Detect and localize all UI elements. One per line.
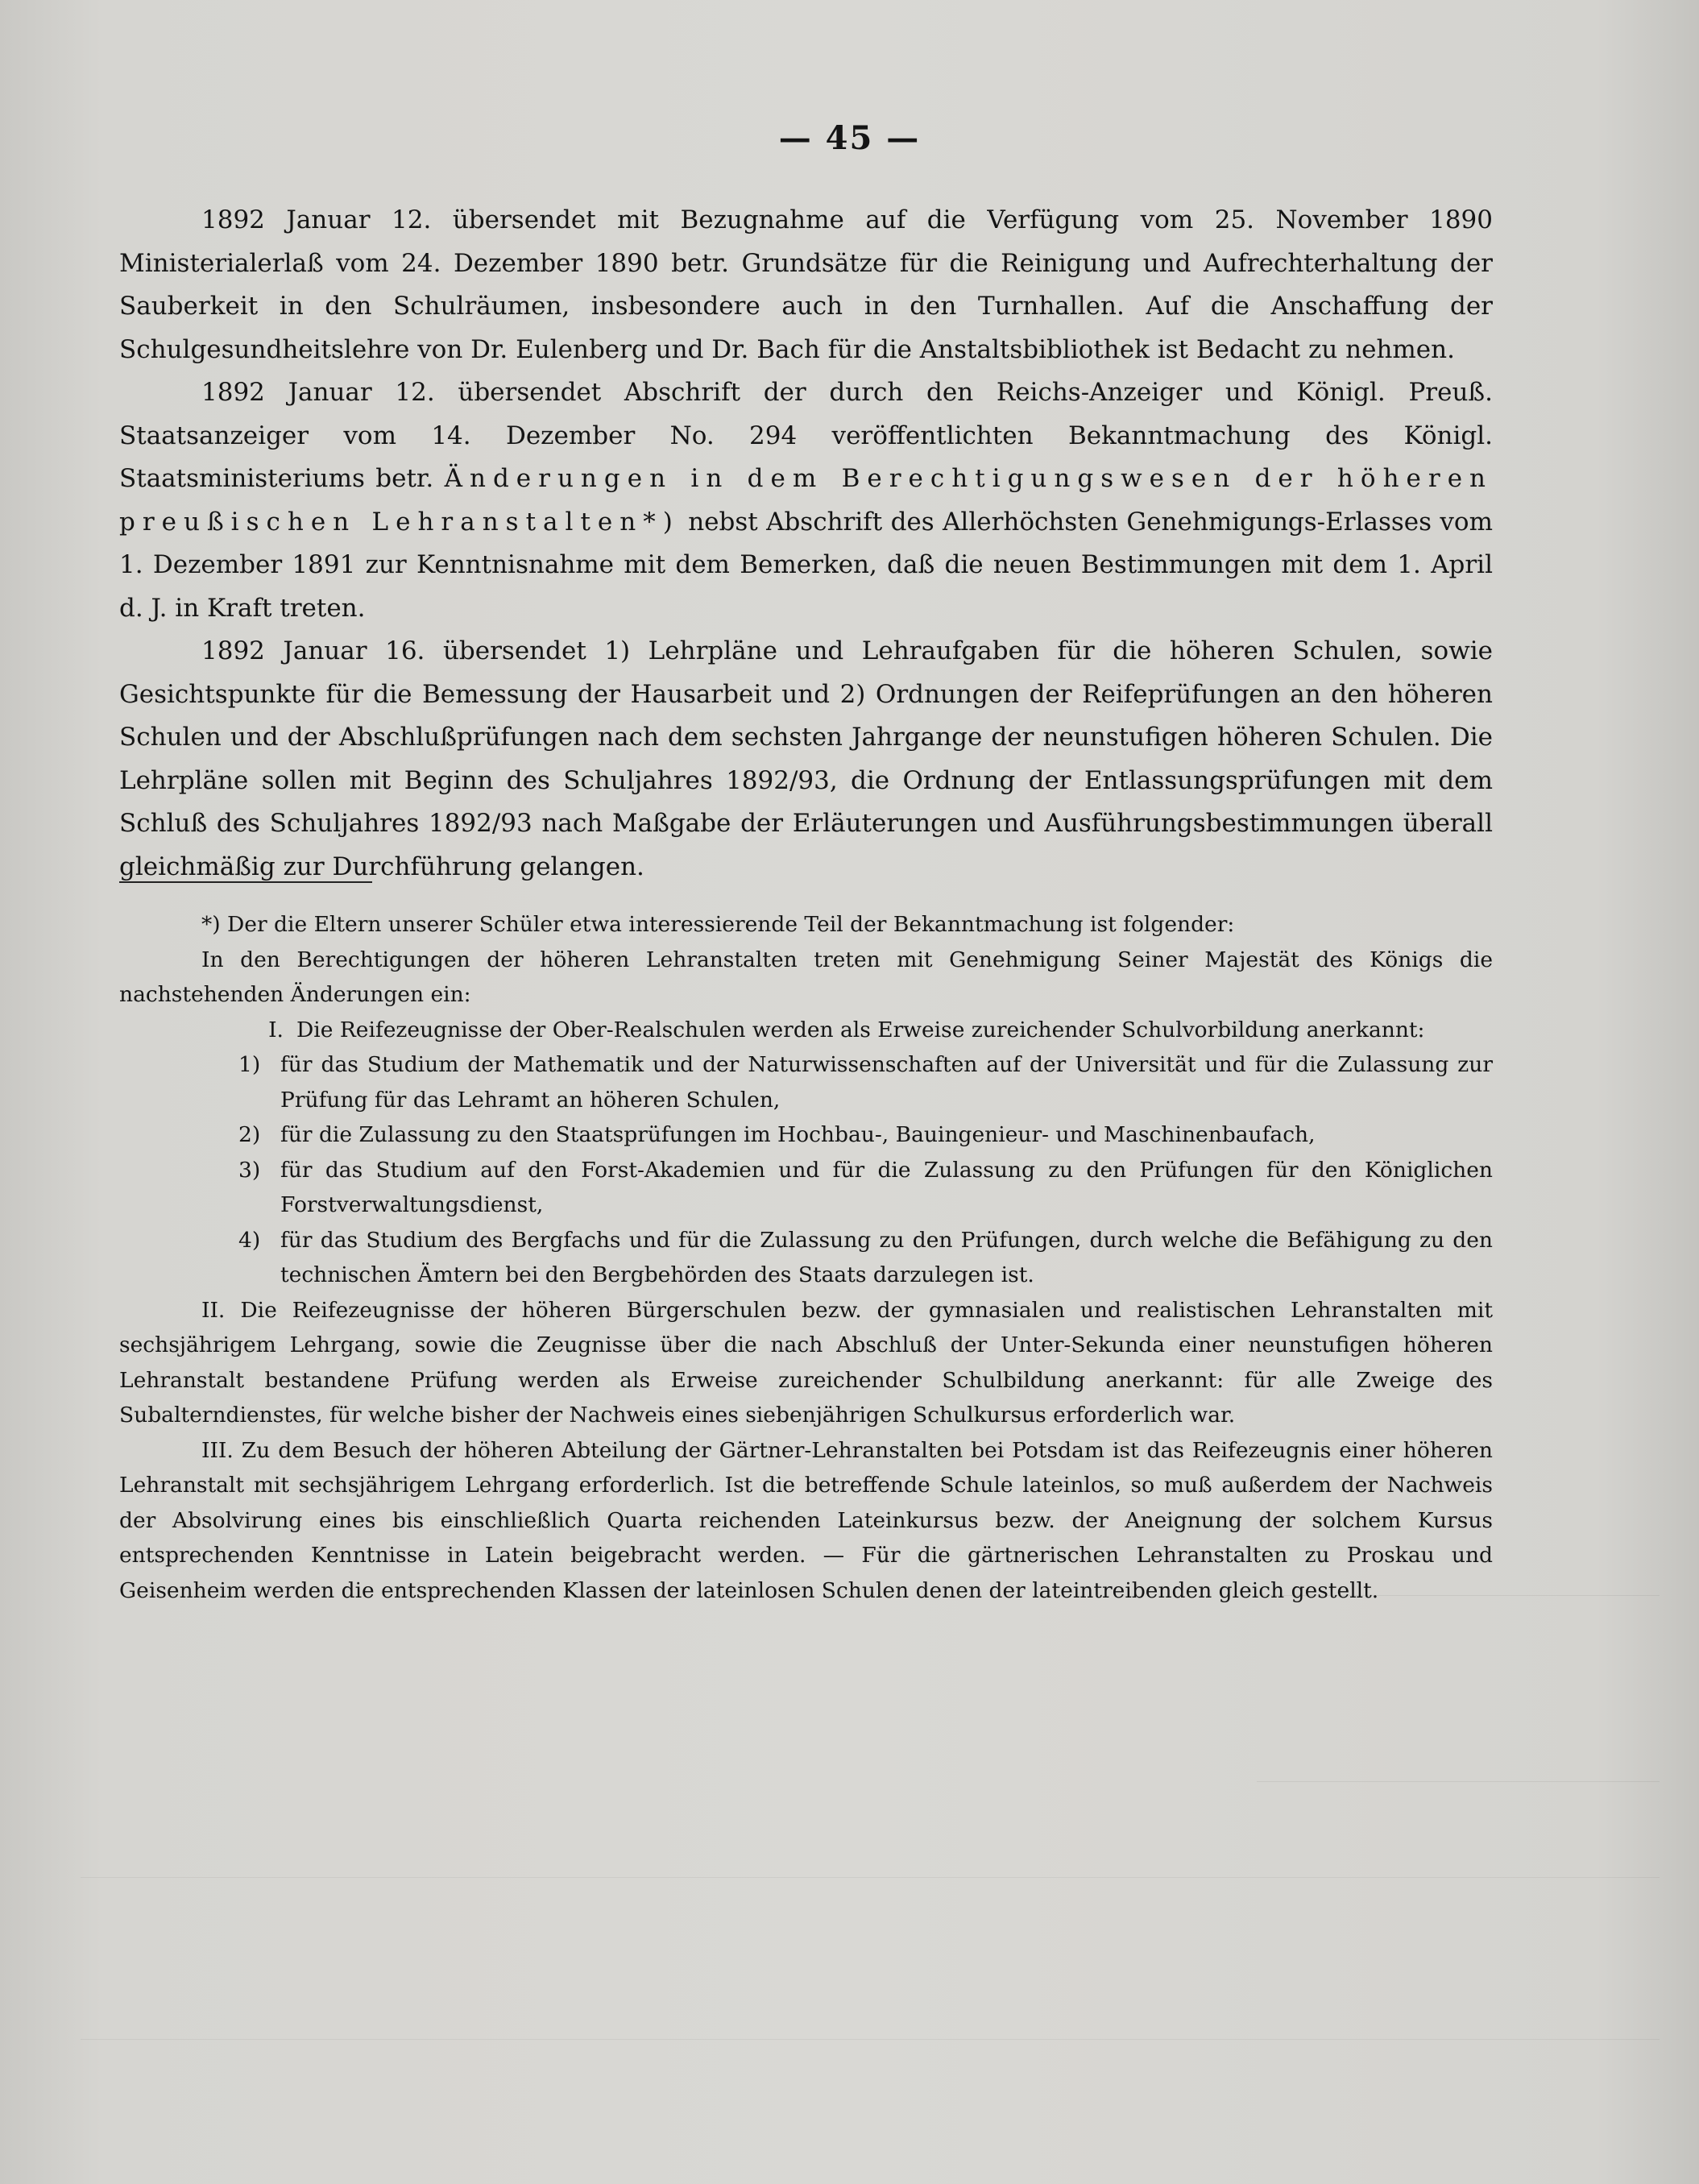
item-text: für die Zulassung zu den Staatsprüfungen im Hochbau-, Bauingenieur- und Maschinenbaufach,: [280, 1122, 1316, 1147]
footnote: [119, 907, 1493, 1608]
paragraph-3: 1892 Januar 16. übersendet 1) Lehrpläne und Lehraufgaben für die höheren Schulen, sowie Gesichtspunkte für die Bemessung der Hausarbeit und 2) Ordnungen der Reifeprüfungen an den höheren Schulen und der Abschlußprüfungen nach dem sechsten Jahrgange der neunstufigen höheren Schulen. Die Lehrpläne sollen mit Beginn des Schuljahres 1892/93, die Ordnung der Entlassungsprüfungen mit dem Schluß des Schuljahres 1892/93 nach Maßgabe der Erläuterungen und Ausführungsbestimmungen überall gleichmäßig zur Durchführung gelangen.: [119, 636, 1493, 881]
main-text: [119, 199, 1493, 889]
section-3: [119, 1433, 1493, 1609]
section-1-item: [119, 1047, 1493, 1117]
section-1: [119, 1013, 1493, 1048]
item-number: 4): [238, 1227, 261, 1253]
section-3-text: Zu dem Besuch der höheren Abteilung der Gärtner-Lehranstalten bei Potsdam ist das Reifezeugnis einer höheren Lehranstalt mit sechsjährigem Lehrgang erforderlich. Ist die betreffende Schule lateinlos, so muß außerdem der Nachweis der Absolvirung eines bis einschließlich Quarta reichenden Lateinkursus bezw. der Aneignung der solchem Kursus entsprechenden Kenntnisse in Latein beigebracht werden. — Für die gärtnerischen Lehranstalten zu Proskau und Geisenheim werden die entsprechenden Klassen der lateinlosen Schulen denen der lateintreibenden gleich gestellt.: [119, 1437, 1493, 1603]
section-1-text: Die Reifezeugnisse der Ober-Realschulen werden als Erweise zureichender Schulvorbildung anerkannt:: [296, 1017, 1425, 1042]
footnote-lead: In den Berechtigungen der höheren Lehranstalten treten mit Genehmigung Seiner Majestät des Königs die nachstehenden Änderungen ein:: [119, 947, 1493, 1007]
section-1-number: I.: [268, 1017, 284, 1042]
page-number: — 45 —: [778, 119, 921, 157]
section-2-number: II.: [201, 1297, 226, 1323]
paragraph-2-spaced-title: Änderungen in dem Berechtigungswesen der höheren preußischen Lehranstalten*): [119, 464, 1494, 537]
section-3-number: III.: [201, 1437, 234, 1463]
paragraph-2: [119, 371, 1493, 630]
item-text: für das Studium der Mathematik und der Naturwissenschaften auf der Universität und für die Zulassung zur Prüfung für das Lehramt an höheren Schulen,: [280, 1052, 1493, 1113]
footnote-divider: [119, 881, 372, 883]
paragraph-2-end: nebst Abschrift des Allerhöchsten Genehmigungs-Erlasses vom 1. Dezember 1891 zur Kenntnisnahme mit dem Bemerken, daß die neuen Bestimmungen mit dem 1. April d. J. in Kraft treten.: [119, 507, 1493, 623]
item-text: für das Studium auf den Forst-Akademien und für die Zulassung zu den Prüfungen für den Königlichen Forstverwaltungsdienst,: [280, 1157, 1493, 1217]
section-2-text: Die Reifezeugnisse der höheren Bürgerschulen bezw. der gymnasialen und realistischen Lehranstalten mit sechsjährigem Lehrgang, sowie die Zeugnisse über die nach Abschluß der Unter-Sekunda einer neunstufigen höheren Lehranstalt bestandene Prüfung werden als Erweise zureichender Schulbildung anerkannt: für alle Zweige des Subalterndienstes, für welche bisher der Nachweis eines siebenjährigen Schulkursus erforderlich war.: [119, 1297, 1493, 1428]
item-text: für das Studium des Bergfachs und für die Zulassung zu den Prüfungen, durch welche die Befähigung zu den technischen Ämtern bei den Bergbehörden des Staats darzulegen ist.: [280, 1227, 1493, 1287]
section-1-item: [119, 1223, 1493, 1293]
section-1-item: [119, 1153, 1493, 1223]
item-number: 2): [238, 1122, 261, 1147]
section-1-item: [119, 1117, 1493, 1153]
footnote-intro: *) Der die Eltern unserer Schüler etwa interessierende Teil der Bekanntmachung ist folgender:: [201, 912, 1235, 937]
paragraph-1: 1892 Januar 12. übersendet mit Bezugnahme auf die Verfügung vom 25. November 1890 Ministerialerlaß vom 24. Dezember 1890 betr. Grundsätze für die Reinigung und Aufrechterhaltung der Sauberkeit in den Schulräumen, insbesondere auch in den Turnhallen. Auf die Anschaffung der Schulgesundheitslehre von Dr. Eulenberg und Dr. Bach für die Anstaltsbibliothek ist Bedacht zu nehmen.: [119, 205, 1493, 364]
bleed-through-table-lower: [81, 1877, 1660, 2040]
paragraph-2-start: 1892 Januar 12. übersendet Abschrift der durch den Reichs-Anzeiger und Königl. Preuß. Staatsanzeiger vom 14. Dezember No. 294 veröffentlichten Bekanntmachung des Königl. Staatsministeriums betr.: [119, 378, 1493, 493]
bleed-through-table: [1257, 1595, 1660, 1782]
item-number: 3): [238, 1157, 261, 1183]
item-number: 1): [238, 1052, 261, 1077]
section-2: [119, 1293, 1493, 1433]
